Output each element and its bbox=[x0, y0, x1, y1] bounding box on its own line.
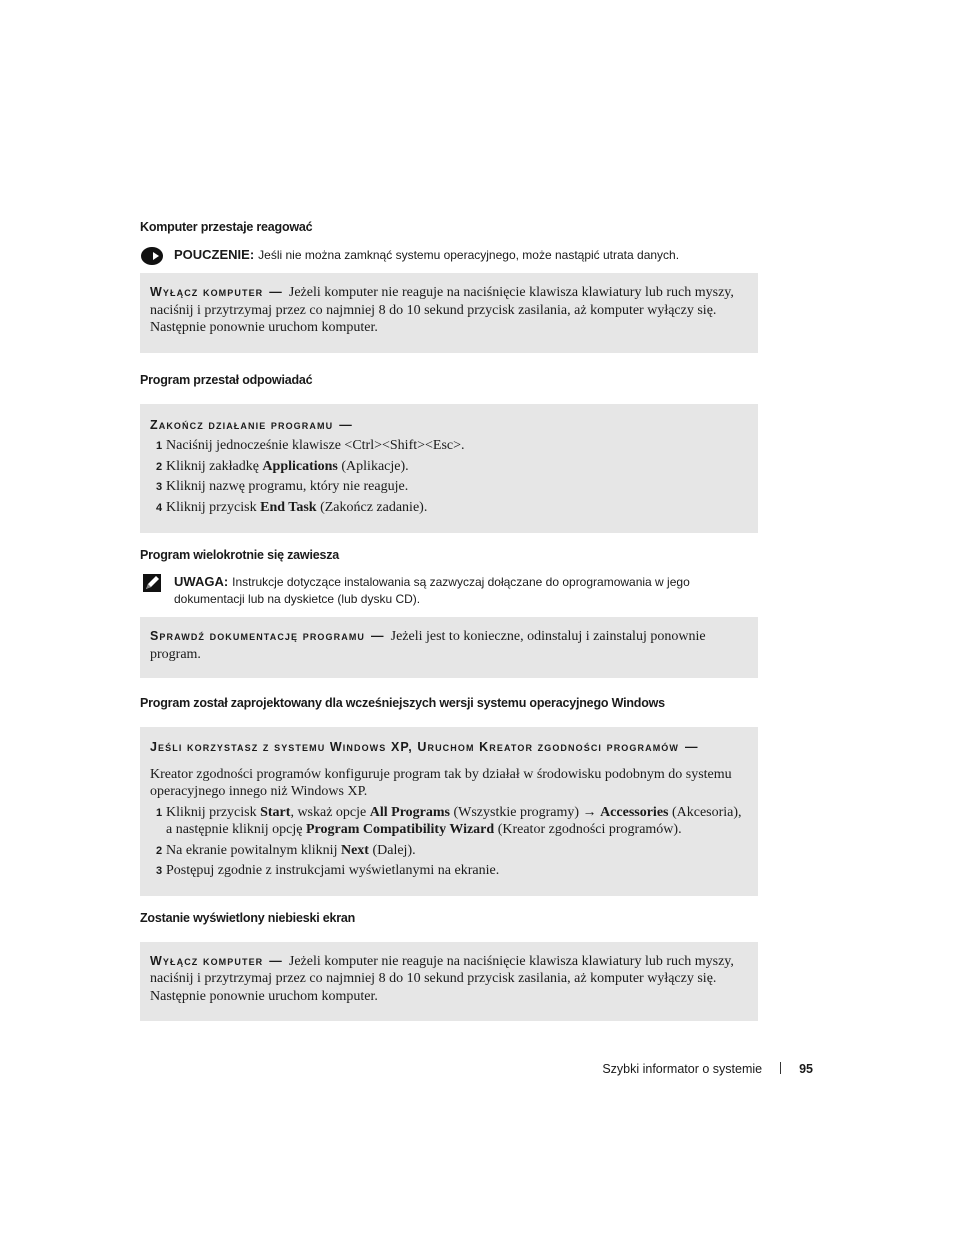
box-dash: — bbox=[685, 740, 699, 754]
step-text: Kliknij nazwę programu, który nie reaguje. bbox=[166, 479, 409, 494]
page-footer bbox=[602, 1062, 813, 1076]
ui-term: All Programs bbox=[369, 804, 450, 820]
steps-list bbox=[150, 437, 748, 516]
ui-term: Start bbox=[260, 804, 291, 820]
step-text: Kliknij przycisk bbox=[166, 499, 261, 515]
notice-text: Jeśli nie można zamknąć systemu operacyjnego, może nastąpić utrata danych. bbox=[258, 248, 680, 262]
step-number: 2 bbox=[156, 844, 163, 857]
ui-term: Accessories bbox=[600, 804, 669, 820]
box-dash: — bbox=[269, 285, 283, 299]
box-title: Zakończ działanie programu bbox=[150, 417, 334, 432]
note-pencil-icon bbox=[140, 573, 164, 593]
step-text: Kliknij zakładkę bbox=[166, 458, 263, 474]
list-item bbox=[150, 458, 748, 476]
step-text: (Aplikacje). bbox=[337, 458, 409, 474]
footer-divider bbox=[780, 1062, 781, 1074]
box-text: Jeżeli jest to konieczne, odinstaluj i zainstaluj ponownie program. bbox=[150, 629, 706, 662]
ui-term: Program Compatibility Wizard bbox=[305, 822, 495, 837]
step-text: (Kreator zgodności programów). bbox=[494, 822, 682, 837]
step-text: , wskaż opcje bbox=[290, 804, 370, 820]
ui-term: End Task bbox=[260, 499, 317, 515]
step-text: Kliknij przycisk bbox=[166, 804, 261, 820]
step-text: Naciśnij jednocześnie klawisze <Ctrl><Shift><Esc>. bbox=[166, 438, 465, 453]
step-text: (Wszystkie programy) → bbox=[449, 804, 601, 820]
box-title: Sprawdź dokumentację programu bbox=[150, 629, 366, 643]
notice-label: POUCZENIE: bbox=[174, 247, 255, 262]
footer-section-title: Szybki informator o systemie bbox=[602, 1062, 763, 1076]
box-dash: — bbox=[371, 629, 385, 643]
list-item bbox=[150, 499, 748, 517]
box-title: Jeśli korzystasz z systemu Windows XP, Uruchom Kreator zgodności programów bbox=[150, 740, 679, 754]
step-text: (Dalej). bbox=[368, 842, 416, 858]
page-content bbox=[140, 220, 758, 1021]
step-text: (Zakończ zadanie). bbox=[316, 499, 428, 515]
box-text: Jeżeli komputer nie reaguje na naciśnięcie klawisza klawiatury lub ruch myszy, naciśnij i przytrzymaj przez co najmniej 8 do 10 sekund przycisk zasilania, aż komputer wyłączy się. Następnie ponownie uruchom komputer. bbox=[150, 953, 734, 1004]
list-item bbox=[150, 437, 748, 455]
step-number: 3 bbox=[156, 481, 163, 493]
section-heading: Zostanie wyświetlony niebieski ekran bbox=[140, 910, 356, 925]
box-title: Wyłącz komputer bbox=[150, 953, 264, 968]
section-heading: Program przestał odpowiadać bbox=[140, 372, 313, 387]
solution-box bbox=[140, 727, 758, 896]
page-number: 95 bbox=[799, 1062, 813, 1076]
list-item bbox=[150, 862, 748, 880]
box-text: Jeżeli komputer nie reaguje na naciśnięcie klawisza klawiatury lub ruch myszy, naciśnij i przytrzymaj przez co najmniej 8 do 10 sekund przycisk zasilania, aż komputer wyłączy się. Następnie ponownie uruchom komputer. bbox=[150, 285, 734, 335]
step-text: (Akcesoria), a następnie kliknij opcję bbox=[166, 804, 742, 837]
section-heading: Program wielokrotnie się zawiesza bbox=[140, 548, 340, 562]
solution-box bbox=[140, 273, 758, 353]
ui-term: Applications bbox=[262, 458, 338, 474]
ui-term: Next bbox=[340, 842, 369, 858]
notice-label: UWAGA: bbox=[174, 574, 229, 589]
section-heading: Program został zaprojektowany dla wcześniejszych wersji systemu operacyjnego Windows bbox=[140, 696, 665, 710]
box-dash: — bbox=[269, 953, 283, 968]
step-number: 2 bbox=[156, 460, 163, 473]
step-text: Postępuj zgodnie z instrukcjami wyświetlanymi na ekranie. bbox=[166, 863, 500, 878]
section-heading: Komputer przestaje reagować bbox=[140, 220, 313, 234]
list-item bbox=[150, 478, 748, 496]
box-intro: Kreator zgodności programów konfiguruje program tak by działał w środowisku podobnym do systemu operacyjnego innego niż Windows XP. bbox=[150, 766, 732, 799]
step-number: 1 bbox=[156, 806, 163, 819]
box-title: Wyłącz komputer bbox=[150, 285, 264, 299]
step-text: Na ekranie powitalnym kliknij bbox=[166, 842, 341, 858]
steps-list bbox=[150, 804, 748, 880]
solution-box bbox=[140, 404, 758, 534]
hand-stop-icon bbox=[140, 246, 164, 266]
step-number: 4 bbox=[156, 501, 163, 514]
solution-box bbox=[140, 617, 758, 678]
notice-pouczenie bbox=[140, 246, 758, 264]
list-item bbox=[150, 842, 748, 860]
step-number: 1 bbox=[156, 440, 163, 452]
box-dash: — bbox=[339, 417, 353, 432]
notice-text: Instrukcje dotyczące instalowania są zazwyczaj dołączane do oprogramowania w jego dokumentacji lub na dyskietce (lub dysku CD). bbox=[174, 575, 690, 606]
step-number: 3 bbox=[156, 865, 163, 877]
solution-box bbox=[140, 942, 758, 1022]
list-item bbox=[150, 804, 748, 839]
notice-uwaga bbox=[140, 573, 758, 608]
